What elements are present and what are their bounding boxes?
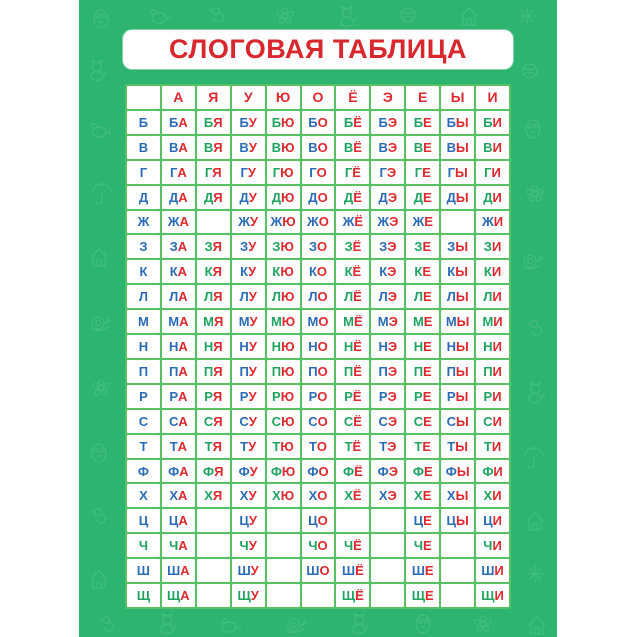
empty-cell [197,534,230,557]
syllable-cell: Б Е [406,111,439,134]
syllable-cell: Д А [162,186,195,209]
syllable-cell: П Ё [336,360,369,383]
corner-cell [127,86,160,109]
syllable-cell: Щ А [162,584,195,607]
syllable-cell: Т Ю [267,435,300,458]
empty-cell [371,534,404,557]
empty-cell [371,509,404,532]
syllable-cell: Д Ю [267,186,300,209]
syllable-cell: Ф Э [371,460,404,483]
syllable-cell: Ц И [476,509,509,532]
syllable-cell: К У [232,260,265,283]
syllable-cell: Р У [232,385,265,408]
empty-cell [267,509,300,532]
syllable-cell: Р И [476,385,509,408]
poster [79,0,557,637]
syllable-cell: Ш Е [406,559,439,582]
vowel-header-cell: А [162,86,195,109]
syllable-cell: Л А [162,285,195,308]
syllable-cell: М Э [371,310,404,333]
syllable-cell: Р Ю [267,385,300,408]
empty-cell [441,534,474,557]
syllable-cell: Ж Ю [267,211,300,234]
syllable-cell: Щ Е [406,584,439,607]
syllable-cell: Ф Ё [336,460,369,483]
syllable-cell: П И [476,360,509,383]
syllable-cell: Л Е [406,285,439,308]
syllable-cell: В Я [197,136,230,159]
syllable-cell: С Е [406,410,439,433]
syllable-cell: С У [232,410,265,433]
syllable-cell: М Я [197,310,230,333]
syllable-cell: М О [302,310,335,333]
vowel-header-cell: У [232,86,265,109]
consonant-label-cell: М [127,310,160,333]
consonant-label-cell: В [127,136,160,159]
syllable-cell: Т У [232,435,265,458]
syllable-cell: Л И [476,285,509,308]
syllable-cell: Р Ё [336,385,369,408]
consonant-label-cell: Р [127,385,160,408]
syllable-cell: Б Ё [336,111,369,134]
empty-cell [267,534,300,557]
syllable-cell: З А [162,235,195,258]
syllable-cell: П У [232,360,265,383]
syllable-cell: Ч Е [406,534,439,557]
syllable-cell: Н Э [371,335,404,358]
syllable-cell: Ж О [302,211,335,234]
syllable-cell: Х У [232,484,265,507]
syllable-cell: Д О [302,186,335,209]
syllable-cell: Ш О [302,559,335,582]
consonant-label-cell: Б [127,111,160,134]
syllable-cell: Г А [162,161,195,184]
syllable-cell: Х Е [406,484,439,507]
syllable-cell: К Ю [267,260,300,283]
syllable-cell: Г Ю [267,161,300,184]
syllable-cell: З Я [197,235,230,258]
syllable-cell: Л Я [197,285,230,308]
syllable-cell: П Ю [267,360,300,383]
syllable-cell: П Э [371,360,404,383]
empty-cell [336,509,369,532]
syllable-cell: Ч О [302,534,335,557]
syllable-cell: Л Ы [441,285,474,308]
syllable-cell: З О [302,235,335,258]
syllable-cell: Т Э [371,435,404,458]
syllable-cell: Д Я [197,186,230,209]
syllable-cell: М Е [406,310,439,333]
syllable-cell: Г И [476,161,509,184]
vowel-header-cell: Ю [267,86,300,109]
empty-cell [197,509,230,532]
syllable-cell: Ц Ы [441,509,474,532]
syllable-cell: В А [162,136,195,159]
empty-cell [197,211,230,234]
syllable-cell: Б А [162,111,195,134]
empty-cell [302,584,335,607]
syllable-cell: З Ю [267,235,300,258]
vowel-header-cell: Я [197,86,230,109]
syllable-cell: Ш У [232,559,265,582]
syllable-cell: К Е [406,260,439,283]
syllable-cell: В Е [406,136,439,159]
syllable-cell: Х Ы [441,484,474,507]
syllable-cell: К Я [197,260,230,283]
syllable-cell: Т И [476,435,509,458]
syllable-cell: С Я [197,410,230,433]
syllable-cell: Т О [302,435,335,458]
syllable-cell: Д И [476,186,509,209]
syllable-cell: С О [302,410,335,433]
syllable-cell: Ц Е [406,509,439,532]
syllable-cell: Б О [302,111,335,134]
syllable-cell: Н О [302,335,335,358]
syllable-cell: Ш А [162,559,195,582]
syllable-cell: Х Ю [267,484,300,507]
syllable-cell: М У [232,310,265,333]
syllable-cell: Л Ю [267,285,300,308]
syllable-cell: С Ё [336,410,369,433]
vowel-header-cell: Ё [336,86,369,109]
vowel-header-cell: О [302,86,335,109]
syllable-cell: В Ю [267,136,300,159]
syllable-cell: З У [232,235,265,258]
syllable-cell: Т Е [406,435,439,458]
syllable-cell: Ц У [232,509,265,532]
syllable-cell: М И [476,310,509,333]
syllable-cell: Р Ы [441,385,474,408]
syllable-cell: П Я [197,360,230,383]
syllable-cell: С Э [371,410,404,433]
syllable-cell: С Ю [267,410,300,433]
syllable-cell: Н А [162,335,195,358]
syllable-cell: С Ы [441,410,474,433]
syllable-cell: Т Я [197,435,230,458]
empty-cell [441,584,474,607]
syllable-cell: Д У [232,186,265,209]
syllable-cell: Н Ё [336,335,369,358]
syllable-cell: Ч Ё [336,534,369,557]
syllable-cell: Ж Е [406,211,439,234]
syllable-cell: Ж А [162,211,195,234]
syllable-cell: Р Е [406,385,439,408]
syllable-cell: Г Я [197,161,230,184]
syllable-cell: К А [162,260,195,283]
consonant-label-cell: Н [127,335,160,358]
syllable-cell: М Ю [267,310,300,333]
syllable-cell: З Ё [336,235,369,258]
syllable-cell: К Ё [336,260,369,283]
syllable-cell: С А [162,410,195,433]
vowel-header-cell: Э [371,86,404,109]
syllable-cell: Ф Е [406,460,439,483]
syllable-cell: Х О [302,484,335,507]
syllable-cell: Х Ё [336,484,369,507]
syllable-cell: Р Я [197,385,230,408]
syllable-cell: Ф У [232,460,265,483]
syllable-cell: Д Е [406,186,439,209]
syllable-cell: В Ё [336,136,369,159]
syllable-cell: Б У [232,111,265,134]
syllable-cell: Л Ё [336,285,369,308]
syllable-cell: Л Э [371,285,404,308]
syllable-cell: Г О [302,161,335,184]
syllable-cell: Н Е [406,335,439,358]
syllable-cell: Г Э [371,161,404,184]
syllable-cell: Х И [476,484,509,507]
syllable-cell: Ч И [476,534,509,557]
syllable-cell: Т А [162,435,195,458]
syllable-cell: М А [162,310,195,333]
syllable-cell: Н Ю [267,335,300,358]
syllable-cell: Ц А [162,509,195,532]
syllable-cell: Ф О [302,460,335,483]
syllable-cell: Ж Э [371,211,404,234]
empty-cell [197,584,230,607]
consonant-label-cell: З [127,235,160,258]
syllable-cell: Б Ю [267,111,300,134]
consonant-label-cell: Ц [127,509,160,532]
vowel-header-cell: Ы [441,86,474,109]
syllable-cell: Ш Ё [336,559,369,582]
syllable-cell: Р А [162,385,195,408]
empty-cell [371,584,404,607]
syllable-cell: Р Э [371,385,404,408]
syllable-cell: Г Е [406,161,439,184]
consonant-label-cell: Ш [127,559,160,582]
syllable-cell: К И [476,260,509,283]
vowel-header-cell: И [476,86,509,109]
empty-cell [441,211,474,234]
syllable-cell: Ф А [162,460,195,483]
syllable-cell: З Ы [441,235,474,258]
syllable-cell: К Э [371,260,404,283]
syllable-cell: Д Ы [441,186,474,209]
syllable-cell: Ч А [162,534,195,557]
syllable-cell: В И [476,136,509,159]
syllable-cell: З Э [371,235,404,258]
syllable-cell: Х Я [197,484,230,507]
consonant-label-cell: П [127,360,160,383]
syllable-cell: В Ы [441,136,474,159]
consonant-label-cell: Х [127,484,160,507]
syllable-cell: П О [302,360,335,383]
empty-cell [371,559,404,582]
syllable-cell: М Ы [441,310,474,333]
consonant-label-cell: Л [127,285,160,308]
syllable-cell: Д Э [371,186,404,209]
empty-cell [441,559,474,582]
syllable-cell: К О [302,260,335,283]
syllable-cell: Ж У [232,211,265,234]
syllable-cell: Р О [302,385,335,408]
consonant-label-cell: К [127,260,160,283]
syllable-cell: Ж Ё [336,211,369,234]
consonant-label-cell: Ж [127,211,160,234]
syllable-cell: Т Ы [441,435,474,458]
syllable-cell: Ф Ы [441,460,474,483]
poster-title: СЛОГОВАЯ ТАБЛИЦА [169,34,467,64]
consonant-label-cell: Ч [127,534,160,557]
syllable-cell: Ф Ю [267,460,300,483]
syllable-cell: П А [162,360,195,383]
syllable-cell: Г Ы [441,161,474,184]
syllable-cell: Д Ё [336,186,369,209]
syllable-cell: Щ У [232,584,265,607]
syllable-cell: С И [476,410,509,433]
consonant-label-cell: Г [127,161,160,184]
syllable-cell: Н Я [197,335,230,358]
syllable-cell: В У [232,136,265,159]
empty-cell [197,559,230,582]
syllable-cell: З Е [406,235,439,258]
syllable-cell: Б Я [197,111,230,134]
empty-cell [267,584,300,607]
consonant-label-cell: Ф [127,460,160,483]
consonant-label-cell: Щ [127,584,160,607]
syllable-cell: Ф Я [197,460,230,483]
syllable-cell: Ф И [476,460,509,483]
syllable-cell: Т Ё [336,435,369,458]
syllable-cell: Б Ы [441,111,474,134]
syllable-cell: К Ы [441,260,474,283]
syllable-cell: Г Ё [336,161,369,184]
syllable-cell: Ш И [476,559,509,582]
syllable-cell: Н И [476,335,509,358]
syllable-cell: М Ё [336,310,369,333]
consonant-label-cell: Т [127,435,160,458]
vowel-header-cell: Е [406,86,439,109]
syllable-cell: В О [302,136,335,159]
syllable-cell: Б Э [371,111,404,134]
syllable-cell: Щ Ё [336,584,369,607]
syllable-cell: П Е [406,360,439,383]
syllable-cell: П Ы [441,360,474,383]
syllable-cell: Б И [476,111,509,134]
empty-cell [267,559,300,582]
syllable-cell: Н У [232,335,265,358]
consonant-label-cell: С [127,410,160,433]
consonant-label-cell: Д [127,186,160,209]
title-banner [123,30,513,69]
syllable-cell: Г У [232,161,265,184]
syllable-cell: Л У [232,285,265,308]
syllable-cell: Х А [162,484,195,507]
syllable-cell: Н Ы [441,335,474,358]
syllable-cell: Щ И [476,584,509,607]
syllable-cell: В Э [371,136,404,159]
syllable-cell: Ж И [476,211,509,234]
syllable-cell: З И [476,235,509,258]
syllable-cell: Ц О [302,509,335,532]
syllable-cell: Ч У [232,534,265,557]
syllable-cell: Х Э [371,484,404,507]
syllable-cell: Л О [302,285,335,308]
syllable-table [125,84,511,609]
